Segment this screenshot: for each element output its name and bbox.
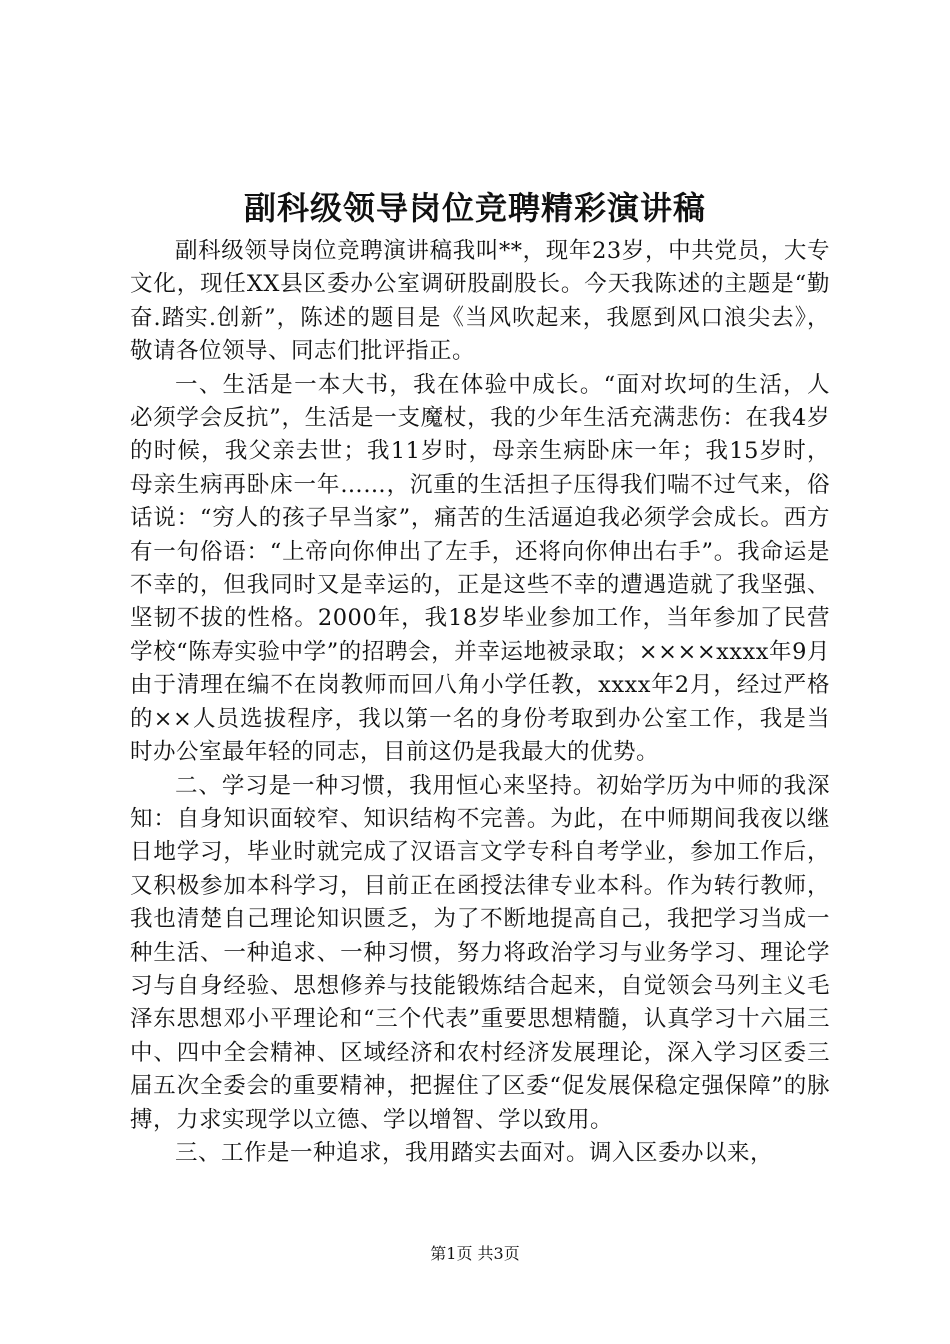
page-number-footer: 第1页 共3页 — [430, 1244, 520, 1263]
document-title: 副科级领导岗位竞聘精彩演讲稿 — [243, 189, 706, 227]
document-body — [130, 235, 830, 1170]
paragraph-section-3: 三、工作是一种追求，我用踏实去面对。调入区委办以来， — [175, 1139, 774, 1166]
paragraph-section-1: 一、生活是一本大书，我在体验中成长。“面对坎坷的生活，人必须学会反抗”，生活是一支魔杖，我的少年生活充满悲伤：在我4岁的时候，我父亲去世；我11岁时，母亲生病卧床一年；我15岁时，母亲生病再卧床一年……，沉重的生活担子压得我们喘不过气来，俗话说：“穷人的孩子早当家”，痛苦的生活逼迫我必须学会成长。西方有一句俗语：“上帝向你伸出了左手，还将向你伸出右手”。我命运是不幸的，但我同时又是幸运的，正是这些不幸的遭遇造就了我坚强、坚韧不拔的性格。2000年，我18岁毕业参加工作，当年参加了民营学校“陈寿实验中学”的招聘会，并幸运地被录取；××××xxxx年9月由于清理在编不在岗教师而回八角小学任教，xxxx年2月，经过严格的××人员选拔程序，我以第一名的身份考取到办公室工作，我是当时办公室最年轻的同志，目前这仍是我最大的优势。 — [130, 371, 830, 766]
paragraph-intro: 副科级领导岗位竞聘演讲稿我叫**，现年23岁，中共党员，大专文化，现任XX县区委办公室调研股副股长。今天我陈述的主题是“勤奋.踏实.创新”，陈述的题目是《当风吹起来，我愿到风口浪尖去》，敬请各位领导、同志们批评指正。 — [130, 238, 830, 365]
paragraph-section-2: 二、学习是一种习惯，我用恒心来坚持。初始学历为中师的我深知：自身知识面较窄、知识结构不完善。为此，在中师期间我夜以继日地学习，毕业时就完成了汉语言文学专科自考学业，参加工作后，又积极参加本科学习，目前正在函授法律专业本科。作为转行教师，我也清楚自己理论知识匮乏，为了不断地提高自己，我把学习当成一种生活、一种追求、一种习惯，努力将政治学习与业务学习、理论学习与自身经验、思想修养与技能锻炼结合起来，自觉领会马列主义毛泽东思想邓小平理论和“三个代表”重要思想精髓，认真学习十六届三中、四中全会精神、区域经济和农村经济发展理论，深入学习区委三届五次全委会的重要精神，把握住了区委“促发展保稳定强保障”的脉搏，力求实现学以立德、学以增智、学以致用。 — [130, 772, 830, 1133]
